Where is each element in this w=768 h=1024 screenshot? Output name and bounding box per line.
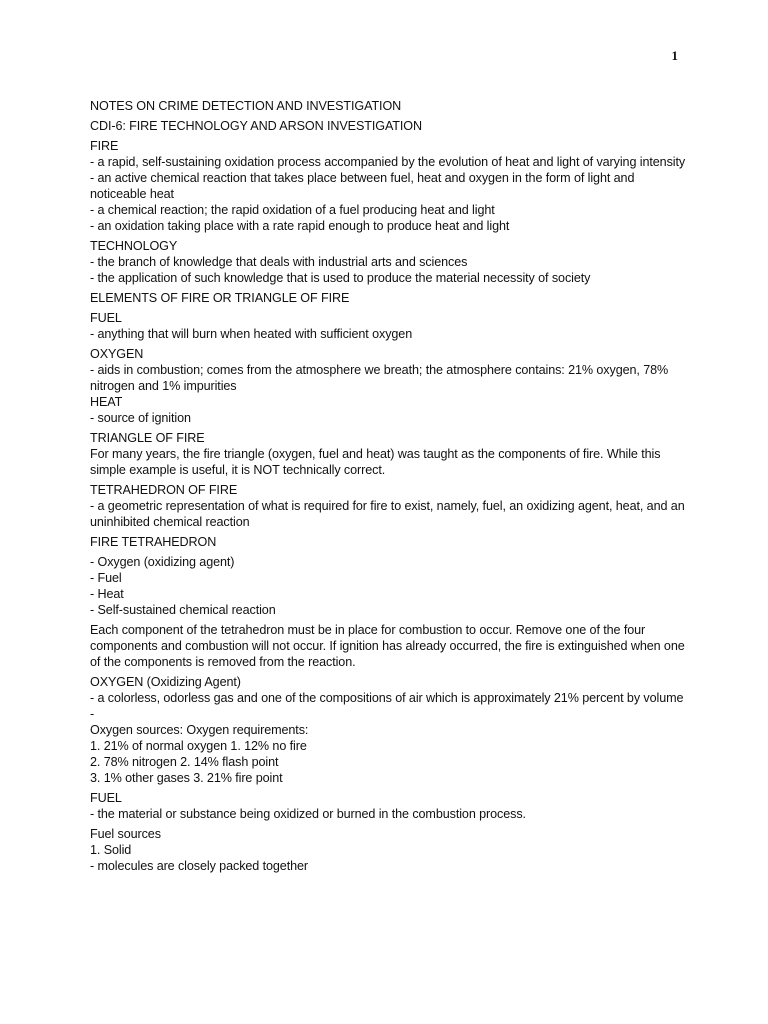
section-heading: FIRE TETRAHEDRON	[90, 535, 217, 549]
text-line: - aids in combustion; comes from the atmosphere we breath; the atmosphere contains: 21% oxygen, 78% nitrogen and 1% impurities	[90, 363, 669, 393]
section-heading: CDI-6: FIRE TECHNOLOGY AND ARSON INVESTIGATION	[90, 119, 422, 133]
section-heading: Fuel sources	[90, 827, 161, 841]
section-heading: ELEMENTS OF FIRE OR TRIANGLE OF FIRE	[90, 291, 350, 305]
section-heading: FUEL	[90, 311, 122, 325]
section-heading: NOTES ON CRIME DETECTION AND INVESTIGATION	[90, 99, 402, 113]
text-line: HEAT	[90, 395, 123, 409]
text-line: - an oxidation taking place with a rate rapid enough to produce heat and light	[90, 219, 510, 233]
section-heading: OXYGEN	[90, 347, 144, 361]
text-line: - source of ignition	[90, 411, 191, 425]
text-line: -	[90, 707, 95, 721]
text-line: 3. 1% other gases 3. 21% fire point	[90, 771, 283, 785]
section-heading: TECHNOLOGY	[90, 239, 178, 253]
text-line: Each component of the tetrahedron must be in place for combustion to occur. Remove one of the four components and combustion will not occur. If ignition has already occurred, the fire is extinguished when one of the components is removed from the reaction.	[90, 623, 685, 669]
text-line: - the application of such knowledge that is used to produce the material necessity of society	[90, 271, 591, 285]
text-line: Oxygen sources: Oxygen requirements:	[90, 723, 309, 737]
document-body	[90, 98, 690, 874]
text-line: 1. 21% of normal oxygen 1. 12% no fire	[90, 739, 307, 753]
text-line: - a colorless, odorless gas and one of the compositions of air which is approximately 21% percent by volume	[90, 691, 684, 705]
text-line: - the branch of knowledge that deals with industrial arts and sciences	[90, 255, 468, 269]
page-number: 1	[671, 48, 678, 63]
section-heading: FUEL	[90, 791, 122, 805]
text-line: - Heat	[90, 587, 124, 601]
section-heading: FIRE	[90, 139, 119, 153]
section-heading: OXYGEN (Oxidizing Agent)	[90, 675, 241, 689]
text-line: - the material or substance being oxidized or burned in the combustion process.	[90, 807, 526, 821]
text-line: - anything that will burn when heated with sufficient oxygen	[90, 327, 413, 341]
text-line: - Self-sustained chemical reaction	[90, 603, 276, 617]
text-line: 2. 78% nitrogen 2. 14% flash point	[90, 755, 279, 769]
text-line: - Oxygen (oxidizing agent)	[90, 555, 235, 569]
section-heading: TRIANGLE OF FIRE	[90, 431, 205, 445]
text-line: For many years, the fire triangle (oxygen, fuel and heat) was taught as the components of fire. While this simple example is useful, it is NOT technically correct.	[90, 447, 661, 477]
text-line: 1. Solid	[90, 843, 132, 857]
section-heading: TETRAHEDRON OF FIRE	[90, 483, 238, 497]
text-line: - molecules are closely packed together	[90, 859, 309, 873]
text-line: - an active chemical reaction that takes place between fuel, heat and oxygen in the form of light and noticeable heat	[90, 171, 635, 201]
text-line: - a rapid, self-sustaining oxidation process accompanied by the evolution of heat and light of varying intensity	[90, 155, 686, 169]
text-line: - Fuel	[90, 571, 122, 585]
text-line: - a chemical reaction; the rapid oxidation of a fuel producing heat and light	[90, 203, 495, 217]
text-line: - a geometric representation of what is required for fire to exist, namely, fuel, an oxidizing agent, heat, and an uninhibited chemical reaction	[90, 499, 685, 529]
